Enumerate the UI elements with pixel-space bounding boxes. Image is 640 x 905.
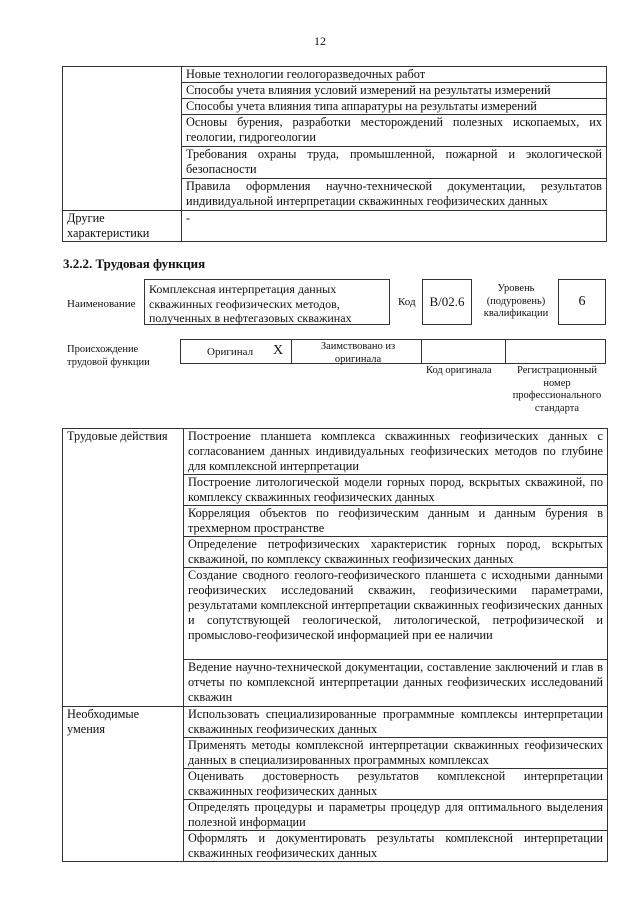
divider bbox=[291, 339, 292, 364]
knowledge-row: Правила оформления научно-технической документации, результатов индивидуальной интерпретации скважинных геофизических данных bbox=[182, 179, 607, 211]
divider bbox=[421, 339, 422, 364]
skill-item: Использовать специализированные программные комплексы интерпретации скважинных геофизических данных bbox=[184, 707, 608, 738]
section-heading: 3.2.2. Трудовая функция bbox=[63, 256, 206, 271]
name-label: Наименование bbox=[67, 298, 136, 310]
divider bbox=[505, 339, 506, 364]
skill-item: Оценивать достоверность результатов комплексной интерпретации скважинных геофизических данных bbox=[184, 769, 608, 800]
skill-item: Определять процедуры и параметры процедур для оптимального выделения полезной информации bbox=[184, 800, 608, 831]
function-name-box: Комплексная интерпретация данных скважинных геофизических методов, полученных в нефтегазовых скважинах bbox=[144, 279, 390, 325]
action-item: Построение литологической модели горных пород, вскрытых скважиной, по комплексу скважинных геофизических данных bbox=[184, 475, 608, 506]
original-mark: X bbox=[273, 343, 284, 358]
origin-label: Происхождение трудовой функции bbox=[67, 344, 150, 368]
knowledge-label-cell bbox=[63, 67, 182, 211]
page-number: 12 bbox=[314, 34, 326, 48]
registration-number-caption: Регистрационный номер профессионального стандарта bbox=[512, 365, 602, 414]
action-item: Корреляция объектов по геофизическим данным и данным бурения в трехмерном пространстве bbox=[184, 506, 608, 537]
action-item: Построение планшета комплекса скважинных геофизических данных с согласованием данных индивидуальных геофизических методов по глубине для комплексной интерпретации bbox=[184, 429, 608, 475]
knowledge-table bbox=[62, 66, 607, 242]
knowledge-row: Основы бурения, разработки месторождений полезных ископаемых, их геологии, гидрогеологии bbox=[182, 115, 607, 147]
origin-box bbox=[180, 339, 606, 364]
original-label: Оригинал bbox=[207, 346, 254, 358]
level-label: Уровень (подуровень) квалификации bbox=[483, 283, 549, 319]
borrowed-label: Заимствовано из оригинала bbox=[320, 341, 396, 365]
code-original-caption: Код оригинала bbox=[426, 365, 492, 376]
knowledge-row: Способы учета влияния типа аппаратуры на результаты измерений bbox=[182, 99, 607, 115]
action-item: Определение петрофизических характеристик горных пород, вскрытых скважиной, по комплексу скважинных геофизических данных bbox=[184, 537, 608, 568]
other-characteristics-label: Другие характеристики bbox=[63, 211, 182, 242]
actions-label: Трудовые действия bbox=[63, 429, 184, 707]
skill-item: Применять методы комплексной интерпретации скважинных геофизических данных в специализированных программных комплексах bbox=[184, 738, 608, 769]
code-value: B/02.6 bbox=[422, 279, 472, 325]
knowledge-row: Требования охраны труда, промышленной, пожарной и экологической безопасности bbox=[182, 147, 607, 179]
action-item: Создание сводного геолого-геофизического планшета с исходными данными геофизических исследований скважин, геофизическими параметрами, результатами комплексной интерпретации скважинных геофизических данных и сопутствующей геологической, литологической, петрофизической и промыслово-геофизической информацией при ее наличии bbox=[184, 568, 608, 660]
function-table bbox=[62, 428, 608, 862]
knowledge-row: Способы учета влияния условий измерений на результаты измерений bbox=[182, 83, 607, 99]
other-characteristics-value: - bbox=[182, 211, 607, 242]
level-value: 6 bbox=[558, 279, 606, 325]
code-label: Код bbox=[398, 296, 416, 308]
knowledge-row: Новые технологии геологоразведочных работ bbox=[182, 67, 607, 83]
skill-item: Оформлять и документировать результаты комплексной интерпретации скважинных геофизических данных bbox=[184, 831, 608, 862]
skills-label: Необходимые умения bbox=[63, 707, 184, 862]
action-item: Ведение научно-технической документации, составление заключений и глав в отчеты по комплексной интерпретации данных геофизических исследований скважин bbox=[184, 660, 608, 707]
